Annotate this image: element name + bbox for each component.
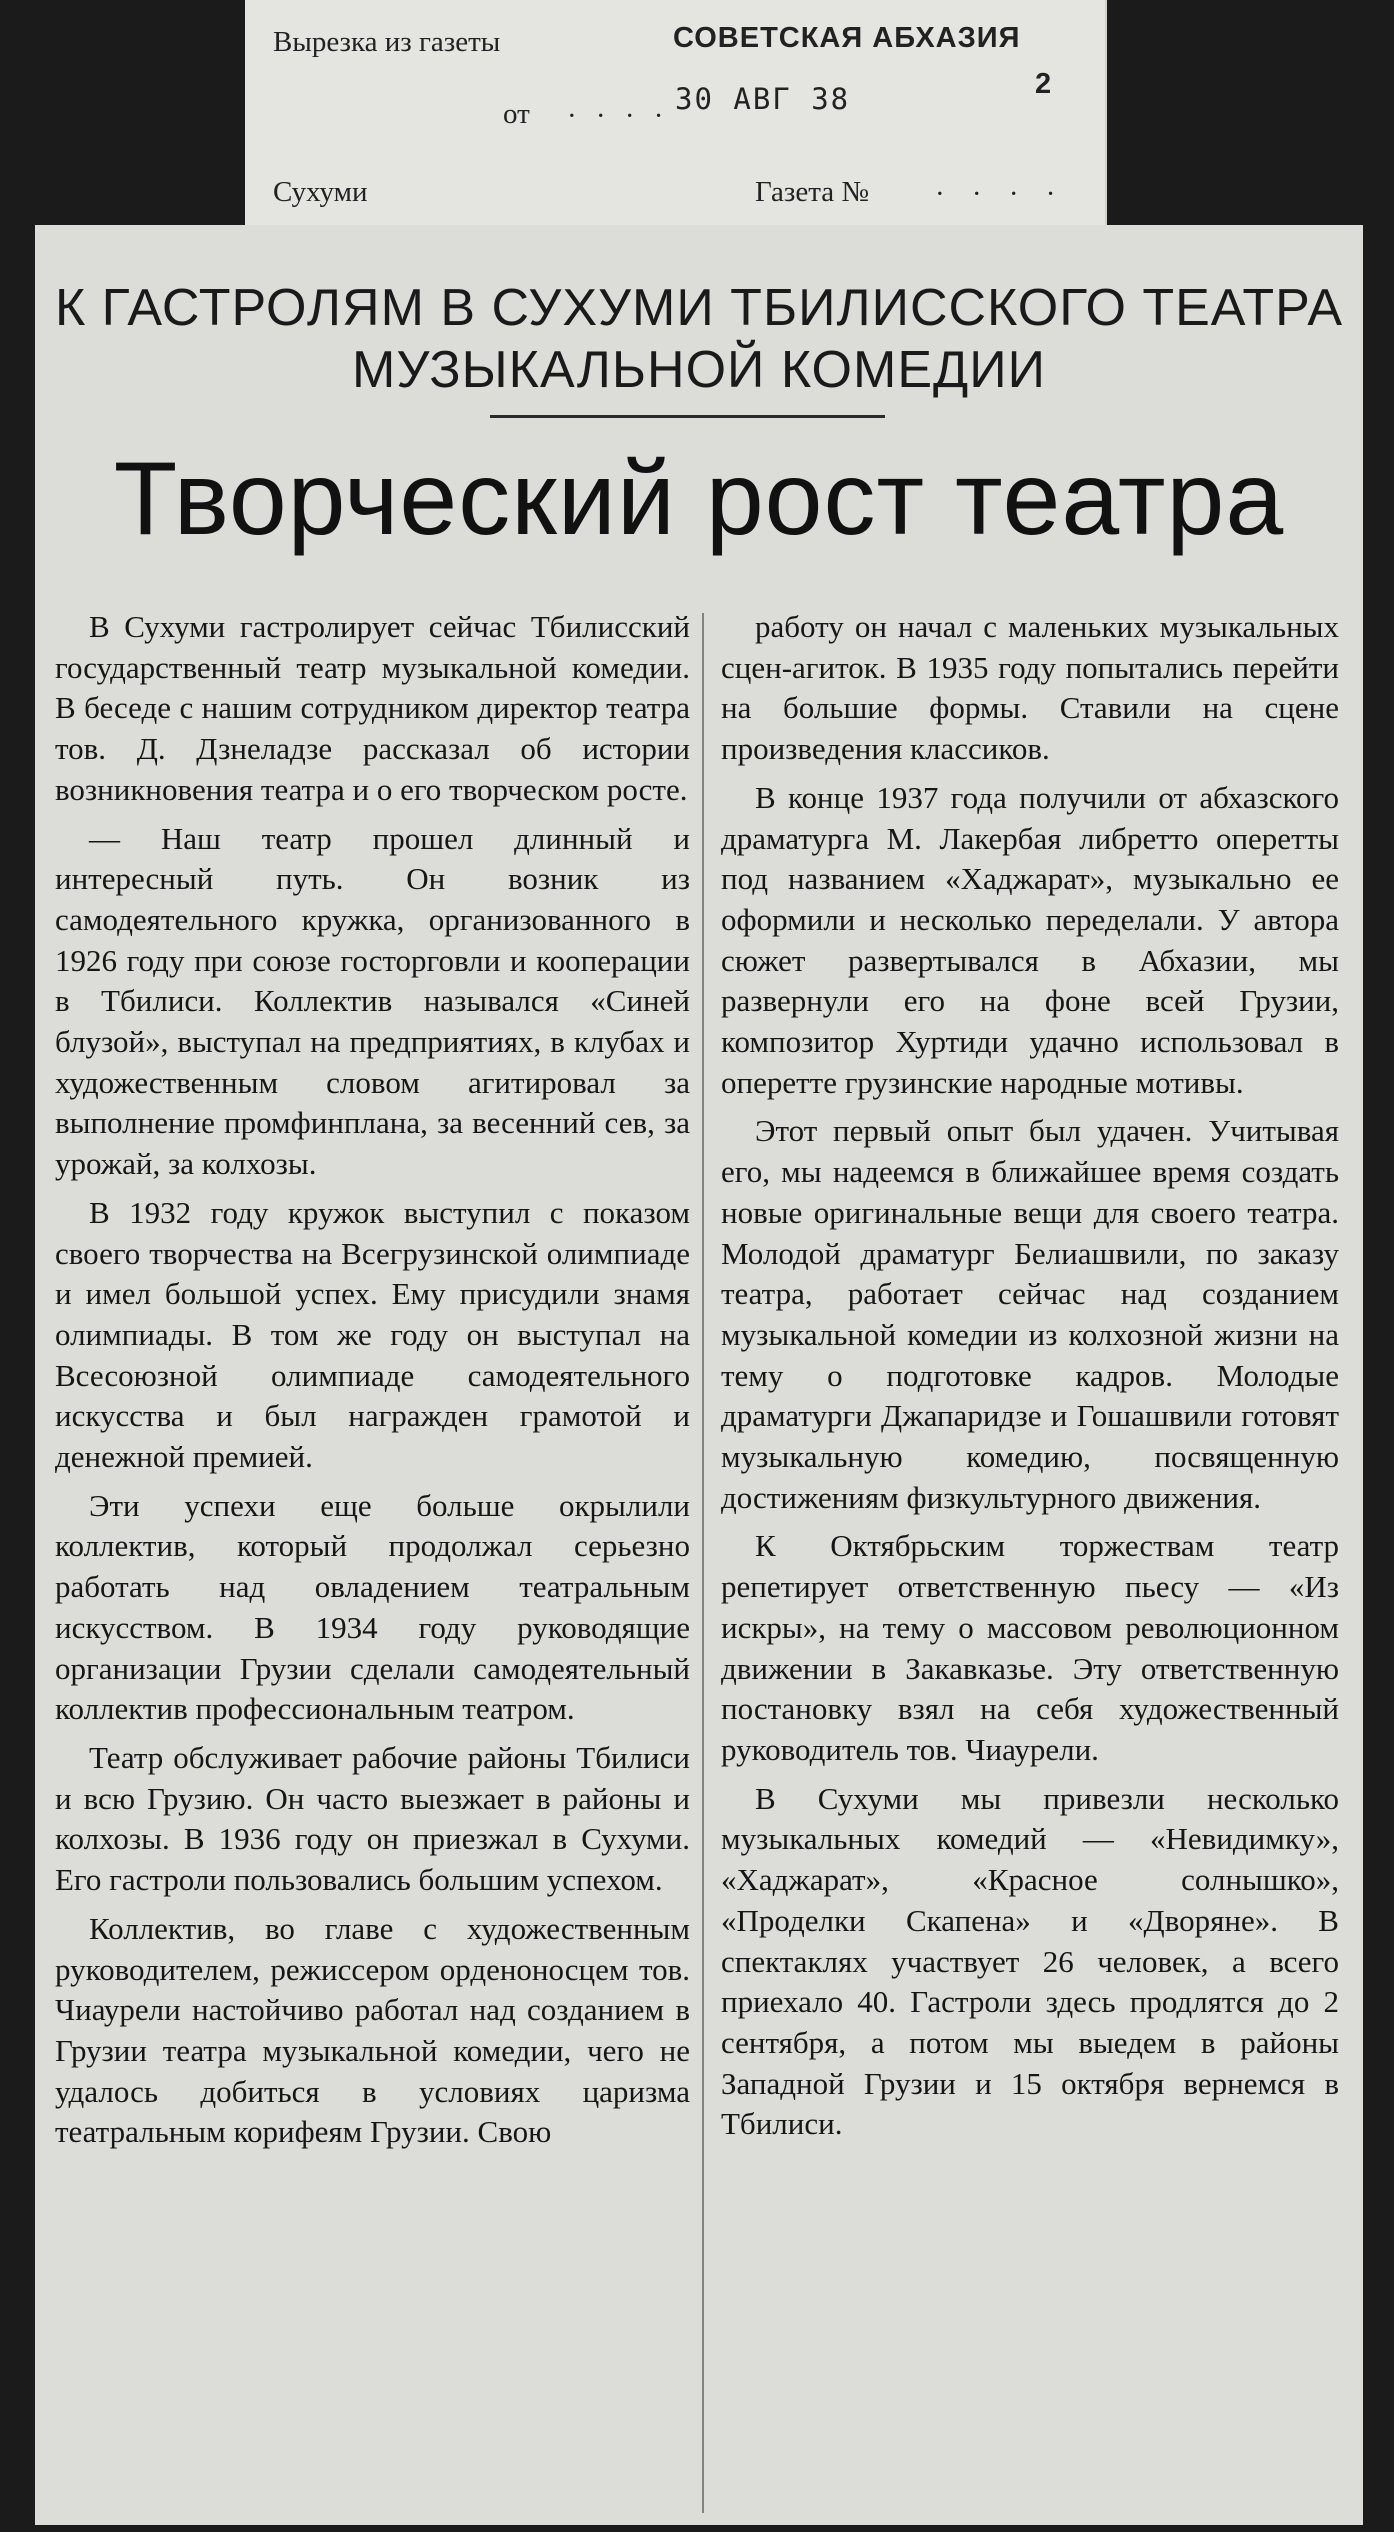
- divider-rule: [490, 415, 885, 418]
- dotted-leader: · · · ·: [935, 178, 1066, 210]
- paragraph: К Октябрьским торжествам театр репетирует ответственную пьесу — «Из искры», на тему о массовом революционном движении в Закавказье. Эту ответственную постановку взял на себя художественный руководитель тов. Чиаурели.: [721, 1528, 1339, 1767]
- article-kicker: [35, 277, 1363, 401]
- newspaper-article: [35, 225, 1363, 2525]
- kicker-line-1: К ГАСТРОЛЯМ В СУХУМИ ТБИЛИССКОГО ТЕАТРА: [54, 279, 1344, 337]
- city-label: Сухуми: [273, 176, 368, 208]
- from-label: от: [503, 98, 530, 130]
- column-divider: [702, 613, 704, 2513]
- clipping-label: [245, 0, 1107, 225]
- paragraph: Театр обслуживает рабочие районы Тбилиси и всю Грузию. Он часто выезжает в районы и колхозы. В 1936 году он приезжал в Сухуми. Его гастроли пользовались большим успехом.: [55, 1739, 690, 1898]
- left-column: [55, 607, 690, 2161]
- paragraph: Коллектив, во главе с художественным руководителем, режиссером орденоносцем тов. Чиаурели настойчиво работал над созданием в Грузии театра музыкальной комедии, чего не удалось добиться в условиях царизма театральным корифеям Грузии. Свою: [55, 1910, 690, 2150]
- right-column: [721, 607, 1339, 2153]
- newspaper-name: СОВЕТСКАЯ АБХАЗИЯ: [673, 22, 1021, 54]
- paragraph: В Сухуми мы привезли несколько музыкальных комедий — «Невидимку», «Хаджарат», «Красное солнышко», «Проделки Скапена» и «Дворяне». В спектаклях участвует 26 человек, а всего приехало 40. Гастроли здесь продлятся до 2 сентября, а потом мы выедем в районы Западной Грузии и 15 октября вернемся в Тбилиси.: [721, 1780, 1339, 2142]
- paragraph: В конце 1937 года получили от абхазского драматурга М. Лакербая либретто оперетты под названием «Хаджарат», музыкально ее оформили и несколько переделали. У автора сюжет развертывался в Абхазии, мы развернули его на фоне всей Грузии, композитор Хуртиди удачно использовал в оперетте грузинские народные мотивы.: [721, 779, 1339, 1100]
- paragraph: — Наш театр прошел длинный и интересный путь. Он возник из самодеятельного кружка, организованного в 1926 году при союзе госторговли и кооперации в Тбилиси. Коллектив назывался «Синей блузой», выступал на предприятиях, в клубах и художественным словом агитировал за выполнение промфинплана, за весенний сев, за урожай, за колхозы.: [55, 820, 690, 1182]
- paragraph: В 1932 году кружок выступил с показом своего творчества на Всегрузинской олимпиаде и имел большой успех. Ему присудили знамя олимпиады. В том же году он выступал на Всесоюзной олимпиаде самодеятельного искусства и был награжден грамотой и денежной премией.: [55, 1194, 690, 1475]
- clip-from-label: Вырезка из газеты: [273, 26, 501, 58]
- issue-number: 2: [1035, 68, 1052, 100]
- paragraph: работу он начал с маленьких музыкальных сцен-агиток. В 1935 году попытались перейти на большие формы. Ставили на сцене произведения классиков.: [721, 609, 1339, 767]
- paragraph: Этот первый опыт был удачен. Учитывая его, мы надеемся в ближайшее время создать новые оригинальные вещи для своего театра. Молодой драматург Белиашвили, по заказу театра, работает сейчас над созданием музыкальной комедии из колхозной жизни на тему о подготовке кадров. Молодые драматурги Джапаридзе и Гошашвили готовят музыкальную комедию, посвященную достижениям физкультурного движения.: [721, 1113, 1339, 1515]
- kicker-line-2: МУЗЫКАЛЬНОЙ КОМЕДИИ: [352, 341, 1046, 399]
- article-headline: Творческий рост театра: [113, 441, 1285, 557]
- paragraph: В Сухуми гастролирует сейчас Тбилисский государственный театр музыкальной комедии. В беседе с нашим сотрудником директор театра тов. Д. Дзнеладзе рассказал об истории возникновения театра и о его творческом росте.: [55, 609, 690, 807]
- paragraph: Эти успехи еще больше окрылили коллектив, который продолжал серьезно работать над овладением театральным искусством. В 1934 году руководящие организации Грузии сделали самодеятельный коллектив профессиональным театром.: [55, 1487, 690, 1727]
- gazeta-number-label: Газета №: [755, 176, 870, 208]
- dotted-leader: · · · ·: [567, 100, 670, 132]
- date-stamp: 30 АВГ 38: [675, 82, 851, 116]
